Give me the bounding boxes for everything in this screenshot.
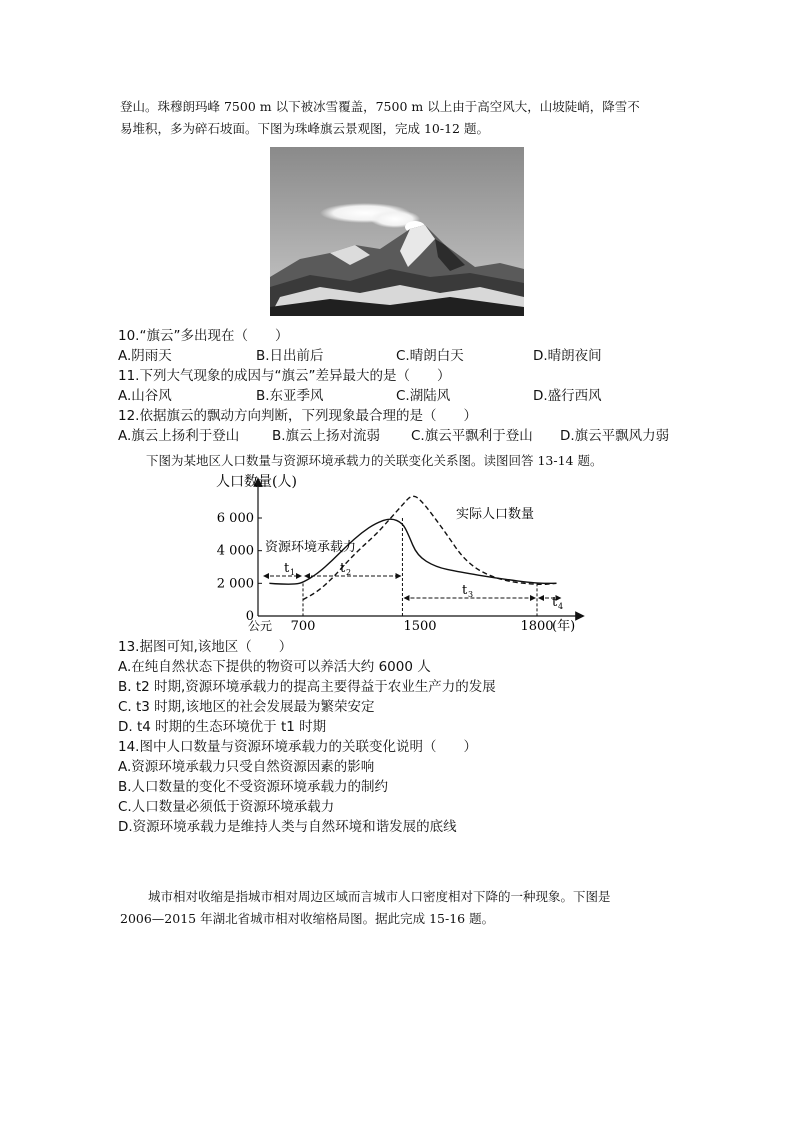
q11-option-a: A.山谷风 [118, 388, 172, 404]
q11-option-d: D.盛行西风 [533, 388, 602, 404]
population-chart-svg [200, 470, 600, 640]
q12-option-c: C.旗云平飘利于登山 [411, 428, 533, 444]
interval-label-t3: t [462, 583, 468, 598]
q14-option-a: A.资源环境承载力只受自然资源因素的影响 [118, 759, 375, 775]
q13-option-d: D. t4 时期的生态环境优于 t1 时期 [118, 719, 327, 735]
q13-option-a: A.在纯自然状态下提供的物资可以养活大约 6000 人 [118, 659, 431, 675]
questions-13-14 [118, 637, 718, 837]
y-tick-label-6000: 6 000 [216, 511, 254, 526]
q11-option-b: B.东亚季风 [256, 388, 324, 404]
q14-option-b: B.人口数量的变化不受资源环境承载力的制约 [118, 779, 389, 795]
q11-stem: 11.下列大气现象的成因与“旗云”差异最大的是（ ） [118, 368, 451, 384]
q12-option-d: D.旗云平飘风力弱 [560, 428, 670, 444]
q13-stem: 13.据图可知,该地区（ ） [118, 639, 293, 655]
q14-option-c: C.人口数量必须低于资源环境承载力 [118, 799, 335, 815]
intro-line-1: 登山。珠穆朗玛峰 7500 m 以下被冰雪覆盖，7500 m 以上由于高空风大，山坡陡峭，降雪不 [120, 99, 640, 114]
x-tick-label-1500: 1500 [403, 619, 437, 634]
interval-label-t2: t [340, 561, 346, 576]
intro-line-2: 易堆积，多为碎石坡面。下图为珠峰旗云景观图，完成 10-12 题。 [120, 121, 489, 136]
intro-paragraph [120, 96, 680, 140]
q12-stem: 12.依据旗云的飘动方向判断，下列现象最合理的是（ ） [118, 408, 477, 424]
closing-line-1: 城市相对收缩是指城市相对周边区域而言城市人口密度相对下降的一种现象。下图是 [148, 889, 611, 904]
interval-label-t3-sub: 3 [468, 590, 474, 599]
interval-label-t4: t [552, 595, 558, 610]
y-tick-label-2000: 2 000 [216, 576, 254, 592]
series-label-actual-population: 实际人口数量 [456, 507, 535, 522]
flag-cloud-photo [270, 147, 524, 316]
q10-option-a: A.阴雨天 [118, 348, 172, 364]
q12-option-b: B.旗云上扬对流弱 [272, 428, 381, 444]
chart-intro: 下图为某地区人口数量与资源环境承载力的关联变化关系图。读图回答 13-14 题。 [146, 453, 603, 468]
questions-10-12 [118, 326, 698, 446]
population-chart [200, 470, 600, 640]
q10-stem: 10.“旗云”多出现在（ ） [118, 328, 289, 344]
q10-option-d: D.晴朗夜间 [533, 348, 602, 364]
q11-option-c: C.湖陆风 [396, 388, 451, 404]
q14-option-d: D.资源环境承载力是维持人类与自然环境和谐发展的底线 [118, 819, 457, 835]
interval-label-t1: t [284, 561, 290, 576]
interval-label-t2-sub: 2 [346, 568, 352, 577]
closing-line-2: 2006—2015 年湖北省城市相对收缩格局图。据此完成 15-16 题。 [120, 911, 495, 926]
mountain-flag-cloud-photo-icon [270, 147, 524, 316]
q10-option-c: C.晴朗白天 [396, 348, 464, 364]
y-tick-label-0: 0 [245, 609, 254, 624]
closing-paragraph [120, 886, 700, 930]
q10-option-b: B.日出前后 [256, 348, 324, 364]
q14-stem: 14.图中人口数量与资源环境承载力的关联变化说明（ ） [118, 739, 477, 755]
x-axis-label: (年) [552, 619, 576, 634]
q12-option-a: A.旗云上扬利于登山 [118, 428, 240, 444]
y-axis-label: 人口数量(人) [216, 474, 297, 490]
series-label-carrying-capacity: 资源环境承载力 [265, 540, 357, 555]
interval-label-t1-sub: 1 [290, 568, 296, 577]
x-origin-label: 公元 [248, 619, 273, 633]
interval-label-t4-sub: 4 [558, 602, 564, 611]
x-tick-label-1800: 1800 [520, 619, 554, 634]
x-tick-label-700: 700 [290, 619, 316, 634]
q13-option-b: B. t2 时期,资源环境承载力的提高主要得益于农业生产力的发展 [118, 679, 496, 695]
y-tick-label-4000: 4 000 [216, 543, 254, 559]
q13-option-c: C. t3 时期,该地区的社会发展最为繁荣安定 [118, 699, 375, 715]
